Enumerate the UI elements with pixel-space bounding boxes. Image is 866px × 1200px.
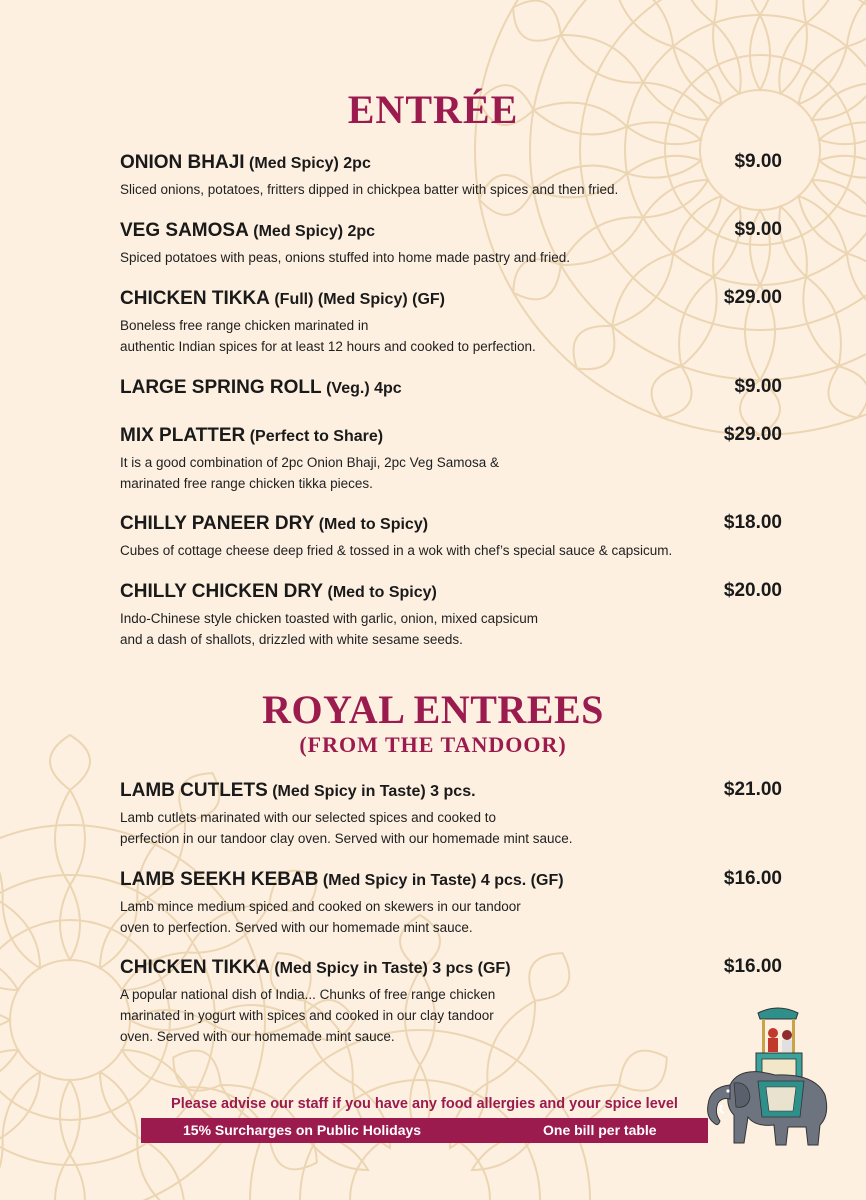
item-price: $20.00 — [723, 580, 782, 601]
item-note: (Med Spicy in Taste) 3 pcs (GF) — [274, 960, 511, 977]
item-name: VEG SAMOSA — [120, 220, 249, 241]
item-price: $21.00 — [723, 779, 782, 800]
item-description: Lamb cutlets marinated with our selected spices and cooked to perfection in our tandoor clay oven. Served with our homemade mint sauce. — [120, 810, 573, 846]
elephant-icon — [700, 1005, 840, 1155]
item-price: $9.00 — [734, 151, 782, 172]
item-note: (Med to Spicy) — [327, 584, 437, 601]
item-note: (Med Spicy) 2pc — [253, 223, 376, 240]
item-note: (Med Spicy) 2pc — [249, 155, 371, 172]
section-title-entree: ENTRÉE — [347, 87, 519, 132]
menu-item-chilly-chicken-dry — [120, 581, 782, 650]
item-price: $9.00 — [734, 376, 782, 397]
surcharge-note: 15% Surcharges on Public Holidays — [183, 1122, 422, 1138]
item-name: CHILLY CHICKEN DRY — [120, 581, 324, 602]
item-name: CHICKEN TIKKA — [120, 288, 270, 309]
item-name: CHILLY PANEER DRY — [120, 513, 315, 534]
footer-bar — [141, 1118, 708, 1143]
bill-note: One bill per table — [543, 1122, 657, 1138]
item-description: Boneless free range chicken marinated in authentic Indian spices for at least 12 hours and cooked to perfection. — [120, 318, 536, 354]
item-price: $29.00 — [723, 424, 782, 445]
item-description: It is a good combination of 2pc Onion Bhaji, 2pc Veg Samosa & marinated free range chicken tikka pieces. — [120, 455, 499, 491]
item-note: (Med Spicy in Taste) 4 pcs. (GF) — [322, 872, 564, 889]
menu-item-large-spring-roll — [120, 377, 782, 403]
item-note: (Perfect to Share) — [249, 428, 384, 445]
item-name: MIX PLATTER — [120, 425, 246, 446]
item-name: LAMB CUTLETS — [120, 780, 268, 801]
item-name: LARGE SPRING ROLL — [120, 377, 322, 398]
item-description: Spiced potatoes with peas, onions stuffed into home made pastry and fried. — [120, 250, 571, 265]
menu-item-chilly-paneer-dry — [120, 513, 782, 561]
menu-item-veg-samosa — [120, 220, 782, 268]
item-price: $16.00 — [723, 868, 782, 889]
menu-item-lamb-cutlets — [120, 780, 782, 849]
menu-item-onion-bhaji — [120, 152, 782, 200]
item-description: Sliced onions, potatoes, fritters dipped in chickpea batter with spices and then fried. — [120, 182, 619, 197]
item-description: Indo-Chinese style chicken toasted with garlic, onion, mixed capsicum and a dash of shallots, drizzled with white sesame seeds. — [120, 611, 538, 647]
item-price: $9.00 — [734, 219, 782, 240]
item-note: (Veg.) 4pc — [326, 380, 402, 397]
menu-item-chicken-tikka-full — [120, 288, 782, 357]
item-name: LAMB SEEKH KEBAB — [120, 869, 319, 890]
menu-item-mix-platter — [120, 425, 782, 494]
section-title-royal-entrees: ROYAL ENTREES — [262, 687, 604, 732]
item-note: (Med to Spicy) — [318, 516, 429, 533]
menu-item-chicken-tikka-tandoor — [120, 957, 782, 1047]
item-description: Cubes of cottage cheese deep fried & tossed in a wok with chef’s special sauce & capsicum. — [120, 543, 673, 558]
item-price: $29.00 — [723, 287, 782, 308]
item-name: ONION BHAJI — [120, 152, 245, 173]
allergy-note: Please advise our staff if you have any food allergies and your spice level — [171, 1096, 678, 1112]
item-note: (Full) (Med Spicy) (GF) — [274, 291, 445, 308]
item-description: Lamb mince medium spiced and cooked on skewers in our tandoor oven to perfection. Served with our homemade mint sauce. — [120, 899, 521, 935]
item-description: A popular national dish of India... Chunks of free range chicken marinated in yogurt with spices and cooked in our clay tandoor oven. Served with our homemade mint sauce. — [120, 987, 496, 1044]
item-price: $18.00 — [723, 512, 782, 533]
menu-item-lamb-seekh-kebab — [120, 869, 782, 938]
section-subtitle-tandoor: (FROM THE TANDOOR) — [299, 732, 567, 757]
item-note: (Med Spicy in Taste) 3 pcs. — [272, 783, 476, 800]
item-price: $16.00 — [723, 956, 782, 977]
item-name: CHICKEN TIKKA — [120, 957, 270, 978]
